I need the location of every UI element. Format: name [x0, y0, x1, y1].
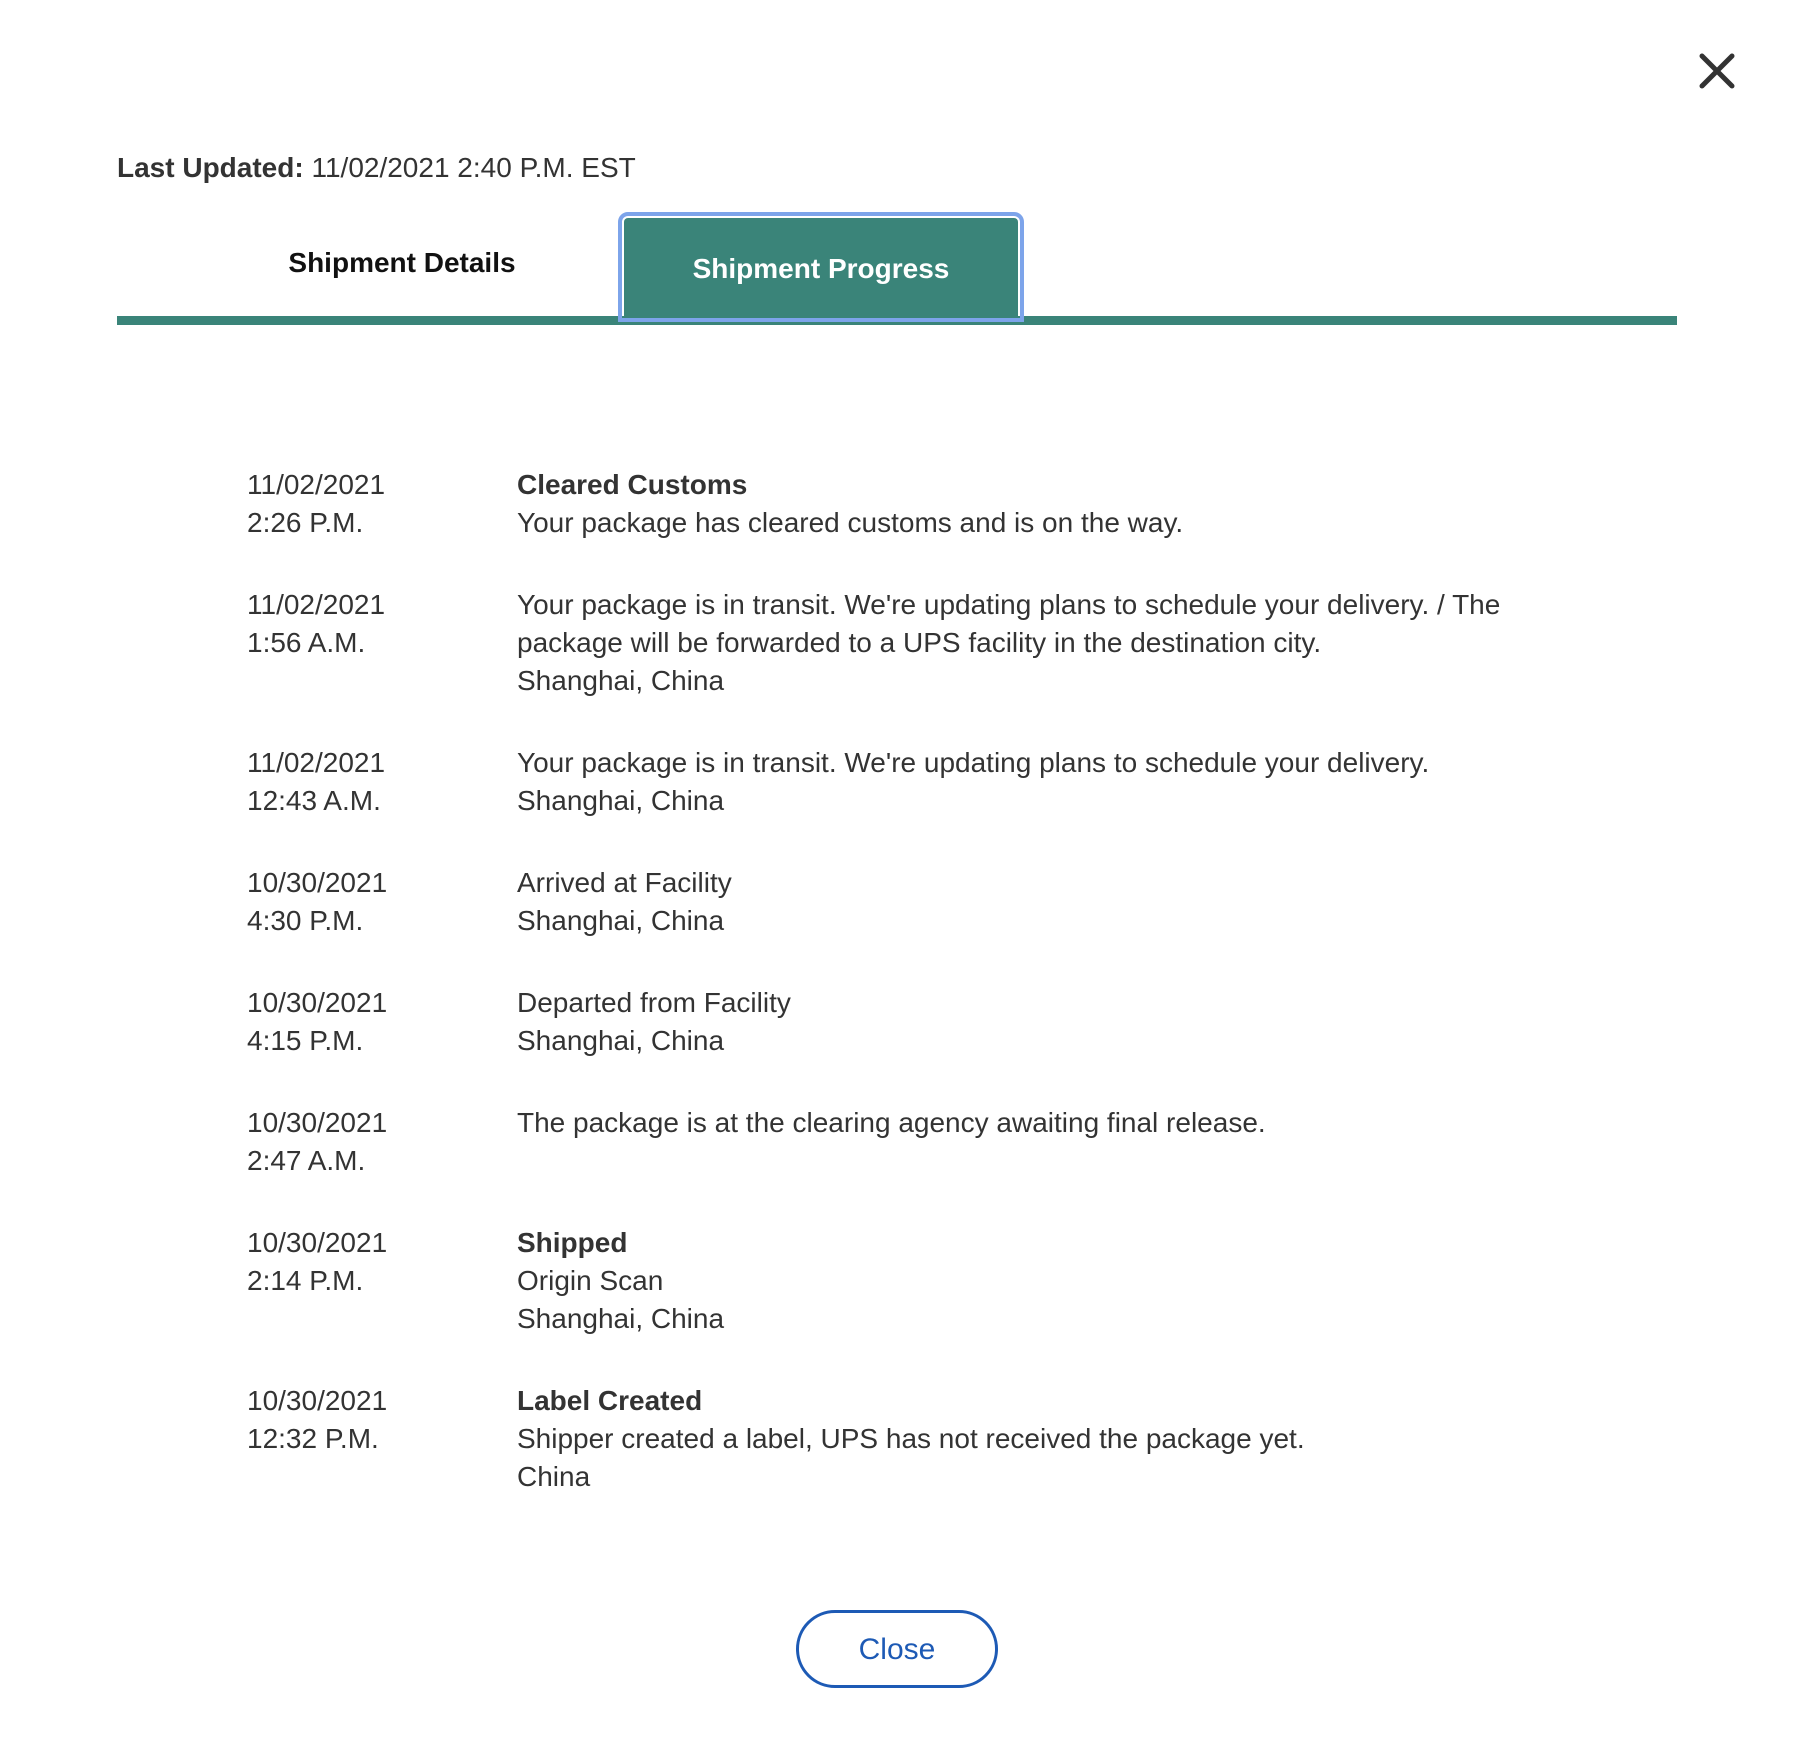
event-body: [517, 984, 1527, 1060]
event-time: 2:47 A.M.: [247, 1145, 366, 1176]
progress-event: [247, 864, 1607, 940]
event-body: [517, 1224, 1527, 1338]
event-datetime: [247, 864, 517, 940]
event-body: [517, 586, 1527, 700]
progress-event: [247, 1104, 1607, 1180]
tab-underline: [117, 316, 1677, 325]
event-date: 10/30/2021: [247, 867, 388, 898]
event-body: [517, 864, 1527, 940]
shipment-progress-list: [247, 466, 1607, 1540]
event-title: Label Created: [517, 1385, 703, 1416]
progress-event: [247, 466, 1607, 542]
event-line: Your package is in transit. We're updating plans to schedule your delivery. / The package will be forwarded to a UPS facility in the destination city.: [517, 589, 1501, 658]
event-time: 4:30 P.M.: [247, 905, 364, 936]
tab-shipment-progress[interactable]: Shipment Progress: [624, 218, 1018, 316]
event-line: Shanghai, China: [517, 665, 725, 696]
close-button[interactable]: Close: [796, 1610, 998, 1688]
event-line: Shanghai, China: [517, 785, 725, 816]
event-datetime: [247, 1382, 517, 1496]
last-updated-value: 11/02/2021 2:40 P.M. EST: [311, 152, 636, 183]
event-datetime: [247, 1224, 517, 1338]
event-line: The package is at the clearing agency awaiting final release.: [517, 1107, 1266, 1138]
event-title: Cleared Customs: [517, 469, 748, 500]
event-line: Your package has cleared customs and is on the way.: [517, 507, 1184, 538]
progress-event: [247, 744, 1607, 820]
progress-event: [247, 1382, 1607, 1496]
tab-shipment-details[interactable]: Shipment Details: [288, 247, 516, 278]
event-time: 12:32 P.M.: [247, 1423, 379, 1454]
progress-event: [247, 586, 1607, 700]
event-time: 1:56 A.M.: [247, 627, 366, 658]
event-datetime: [247, 1104, 517, 1180]
progress-event: [247, 984, 1607, 1060]
event-line: Shanghai, China: [517, 1025, 725, 1056]
event-date: 11/02/2021: [247, 589, 386, 620]
event-title: Shipped: [517, 1227, 628, 1258]
last-updated: [117, 150, 636, 186]
event-date: 11/02/2021: [247, 747, 386, 778]
event-line: Departed from Facility: [517, 987, 791, 1018]
event-date: 11/02/2021: [247, 469, 386, 500]
event-datetime: [247, 984, 517, 1060]
tab-bar: [117, 210, 1677, 326]
event-line: China: [517, 1461, 591, 1492]
event-line: Origin Scan: [517, 1265, 664, 1296]
event-datetime: [247, 586, 517, 700]
event-body: [517, 1104, 1527, 1180]
event-time: 4:15 P.M.: [247, 1025, 364, 1056]
event-date: 10/30/2021: [247, 1227, 388, 1258]
event-line: Arrived at Facility: [517, 867, 732, 898]
event-line: Shanghai, China: [517, 1303, 725, 1334]
event-date: 10/30/2021: [247, 987, 388, 1018]
event-line: Shipper created a label, UPS has not received the package yet.: [517, 1423, 1305, 1454]
event-body: [517, 1382, 1527, 1496]
event-date: 10/30/2021: [247, 1385, 388, 1416]
close-icon[interactable]: [1698, 52, 1736, 90]
event-date: 10/30/2021: [247, 1107, 388, 1138]
event-body: [517, 466, 1527, 542]
event-datetime: [247, 466, 517, 542]
progress-event: [247, 1224, 1607, 1338]
event-body: [517, 744, 1527, 820]
event-line: Your package is in transit. We're updating plans to schedule your delivery.: [517, 747, 1430, 778]
event-time: 2:26 P.M.: [247, 507, 364, 538]
event-datetime: [247, 744, 517, 820]
event-line: Shanghai, China: [517, 905, 725, 936]
event-time: 2:14 P.M.: [247, 1265, 364, 1296]
last-updated-label: Last Updated:: [117, 152, 304, 183]
event-time: 12:43 A.M.: [247, 785, 381, 816]
